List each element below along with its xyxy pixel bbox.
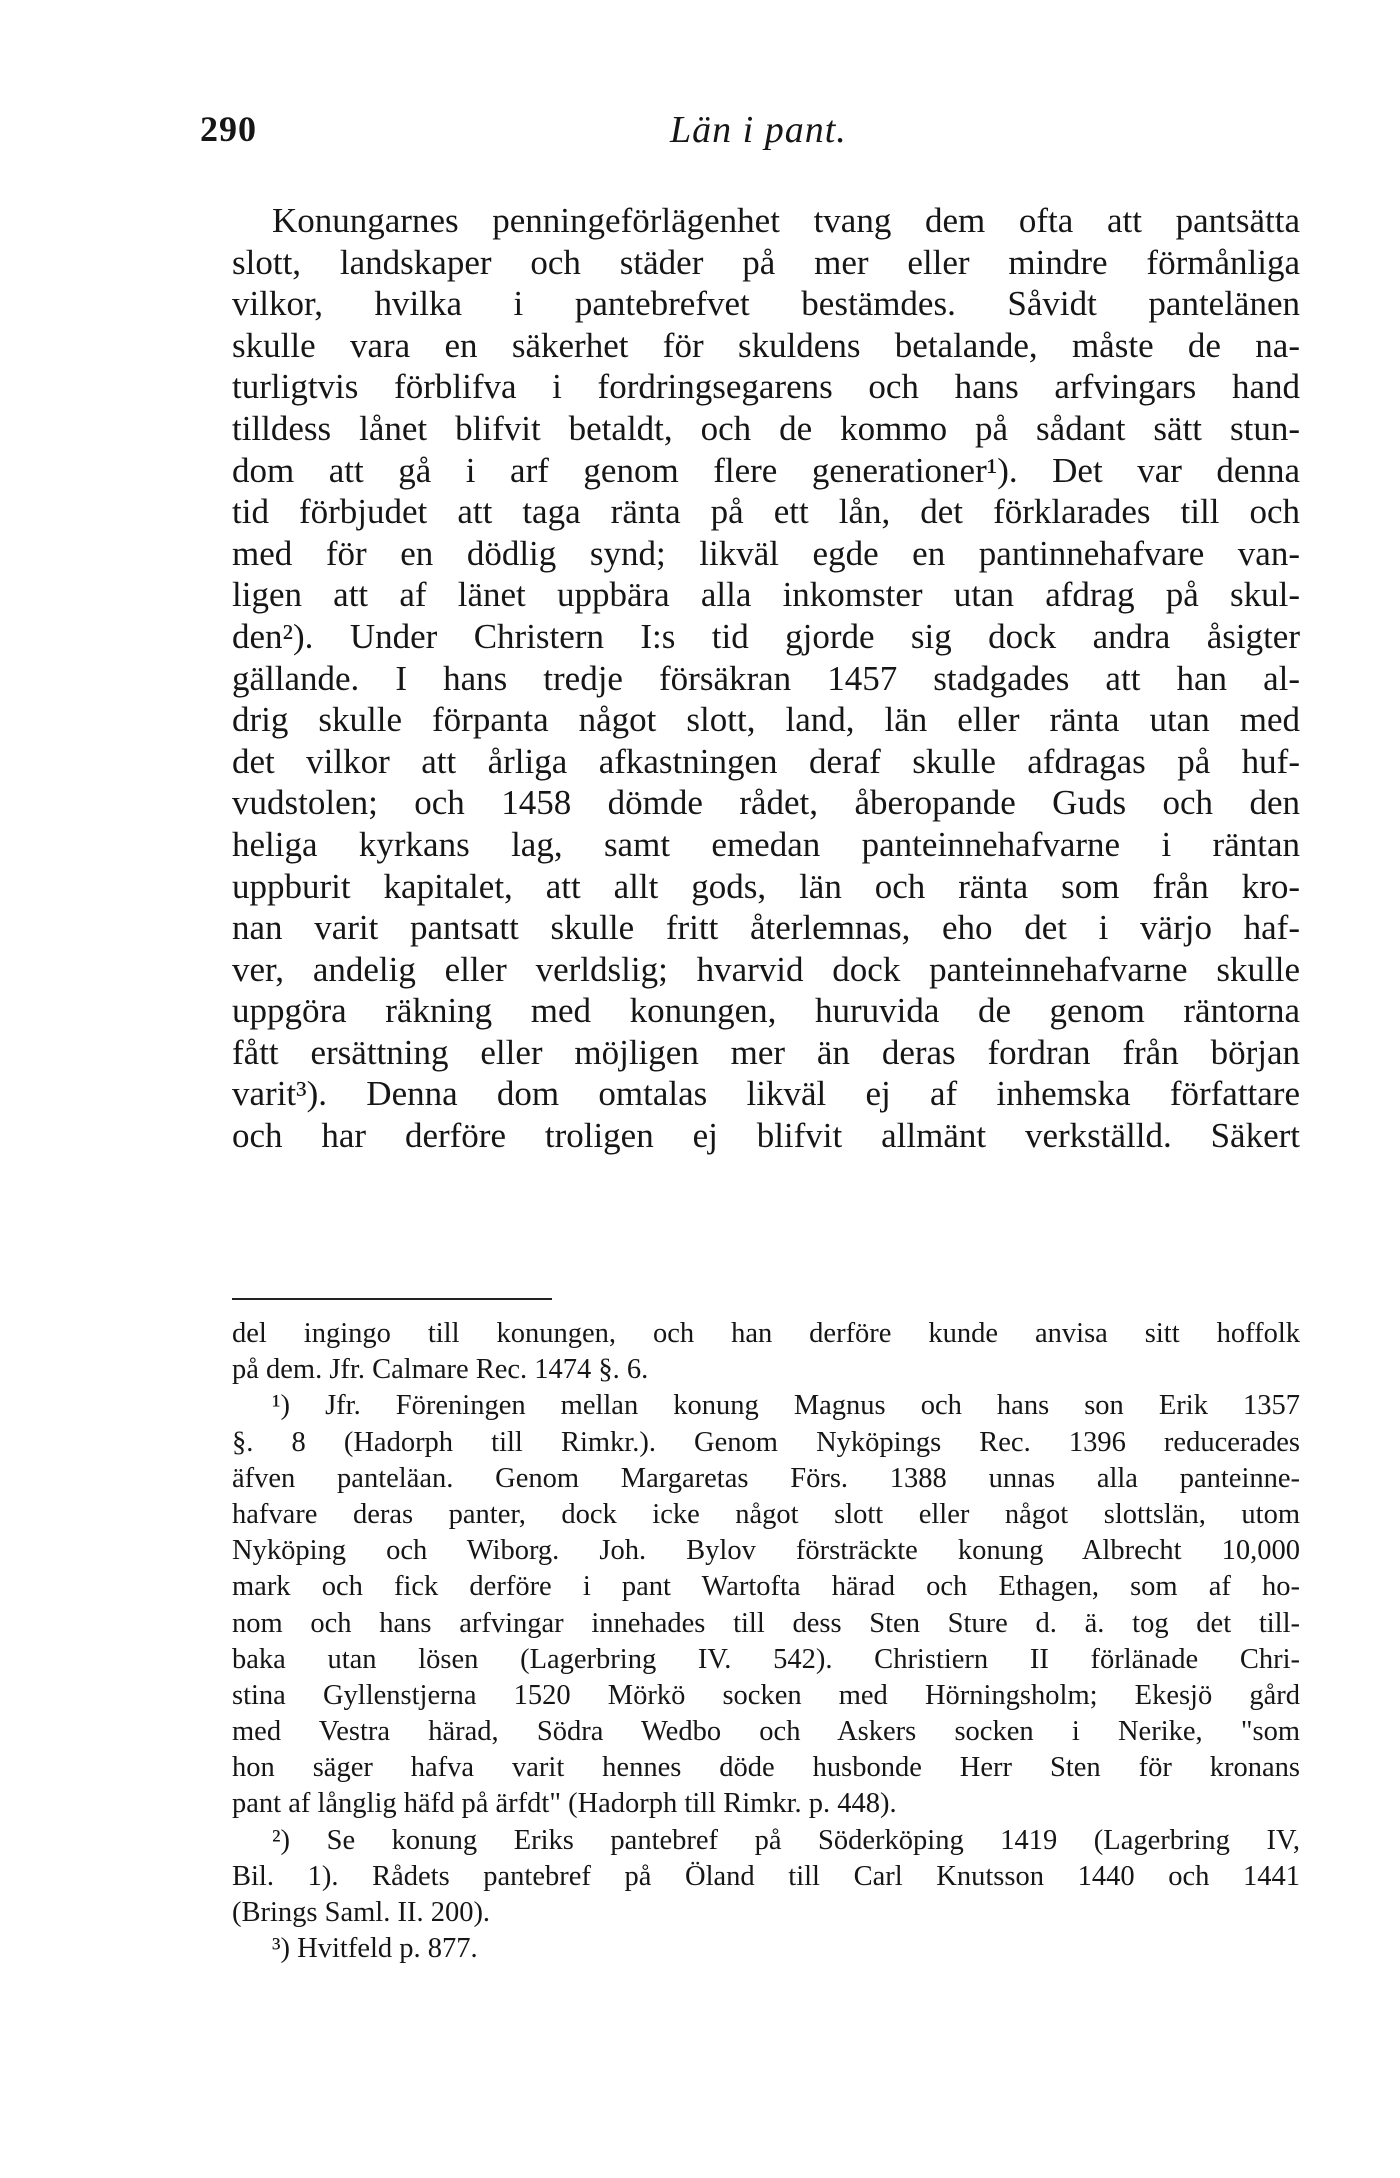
footnote-rule — [232, 1298, 552, 1300]
footnote-line: hon säger hafva varit hennes döde husbonde Herr Sten för kronans — [232, 1752, 1300, 1784]
body-line: varit³). Denna dom omtalas likväl ej af inhemska författare — [232, 1074, 1300, 1114]
body-line: tid förbjudet att taga ränta på ett lån, det förklarades till och — [232, 492, 1300, 532]
footnote-line: Nyköping och Wiborg. Joh. Bylov försträckte konung Albrecht 10,000 — [232, 1535, 1300, 1567]
footnote-line: med Vestra härad, Södra Wedbo och Askers socken i Nerike, "som — [232, 1716, 1300, 1748]
body-line: fått ersättning eller möjligen mer än deras fordran från början — [232, 1032, 1300, 1072]
body-line: Konungarnes penningeförlägenhet tvang dem ofta att pantsätta — [272, 201, 1300, 240]
body-line: nan varit pantsatt skulle fritt återlemnas, eho det i värjo haf- — [232, 908, 1300, 948]
body-line: vudstolen; och 1458 dömde rådet, åberopande Guds och den — [232, 783, 1300, 823]
body-line: skulle vara en säkerhet för skuldens betalande, måste de na- — [232, 325, 1300, 365]
body-line: med för en dödlig synd; likväl egde en pantinnehafvare van- — [232, 533, 1300, 573]
main-text — [232, 200, 1300, 1157]
footnote-line: mark och fick derföre i pant Wartofta härad och Ethagen, som af ho- — [232, 1571, 1300, 1603]
body-line: heliga kyrkans lag, samt emedan panteinnehafvarne i räntan — [232, 824, 1300, 864]
footnote-line: på dem. Jfr. Calmare Rec. 1474 §. 6. — [232, 1354, 649, 1386]
body-line: ligen att af länet uppbära alla inkomster utan afdrag på skul- — [232, 575, 1300, 615]
footnote-line: pant af långlig häfd på ärfdt" (Hadorph till Rimkr. p. 448). — [232, 1788, 897, 1820]
body-line: dom att gå i arf genom flere generationer¹). Det var denna — [232, 450, 1300, 490]
body-line: det vilkor att årliga afkastningen deraf skulle afdragas på huf- — [232, 741, 1300, 781]
footnote-line: ²) Se konung Eriks pantebref på Söderköping 1419 (Lagerbring IV, — [272, 1824, 1300, 1856]
body-line: gällande. I hans tredje försäkran 1457 stadgades att han al- — [232, 658, 1300, 698]
body-line: vilkor, hvilka i pantebrefvet bestämdes. Såvidt pantelänen — [232, 284, 1300, 324]
body-line: turligtvis förblifva i fordringsegarens och hans arfvingars hand — [232, 367, 1300, 407]
footnote-line: stina Gyllenstjerna 1520 Mörkö socken med Hörningsholm; Ekesjö gård — [232, 1679, 1300, 1711]
body-line: uppburit kapitalet, att allt gods, län och ränta som från kro- — [232, 866, 1300, 906]
footnote-line: äfven panteläan. Genom Margaretas Förs. 1388 unnas alla panteinne- — [232, 1462, 1300, 1494]
footnote-line: nom och hans arfvingar innehades till dess Sten Sture d. ä. tog det till- — [232, 1607, 1300, 1639]
page-number: 290 — [200, 109, 257, 149]
body-line: och har derföre troligen ej blifvit allmänt verkställd. Säkert — [232, 1116, 1300, 1156]
footnote-line: hafvare deras panter, dock icke något slott eller något slottslän, utom — [232, 1498, 1300, 1530]
footnote-line: Bil. 1). Rådets pantebref på Öland till Carl Knutsson 1440 och 1441 — [232, 1860, 1300, 1892]
footnote-line: ³) Hvitfeld p. 877. — [272, 1933, 478, 1965]
footnote-line: §. 8 (Hadorph till Rimkr.). Genom Nyköpings Rec. 1396 reducerades — [232, 1426, 1300, 1458]
body-line: den²). Under Christern I:s tid gjorde sig dock andra åsigter — [232, 616, 1300, 656]
footnotes — [232, 1316, 1300, 1967]
footnote-line: ¹) Jfr. Föreningen mellan konung Magnus och hans son Erik 1357 — [272, 1390, 1300, 1422]
body-line: uppgöra räkning med konungen, huruvida de genom räntorna — [232, 991, 1300, 1031]
footnote-line: del ingingo till konungen, och han derföre kunde anvisa sitt hoffolk — [232, 1318, 1300, 1349]
running-head — [200, 108, 1320, 168]
body-line: drig skulle förpanta något slott, land, län eller ränta utan med — [232, 700, 1300, 740]
running-title: Län i pant. — [670, 109, 847, 151]
footnote-line: (Brings Saml. II. 200). — [232, 1897, 491, 1928]
body-line: tilldess lånet blifvit betaldt, och de kommo på sådant sätt stun- — [232, 408, 1300, 448]
footnote-line: baka utan lösen (Lagerbring IV. 542). Christiern II förlänade Chri- — [232, 1643, 1300, 1675]
body-line: slott, landskaper och städer på mer eller mindre förmånliga — [232, 242, 1300, 282]
body-line: ver, andelig eller verldslig; hvarvid dock panteinnehafvarne skulle — [232, 949, 1300, 989]
